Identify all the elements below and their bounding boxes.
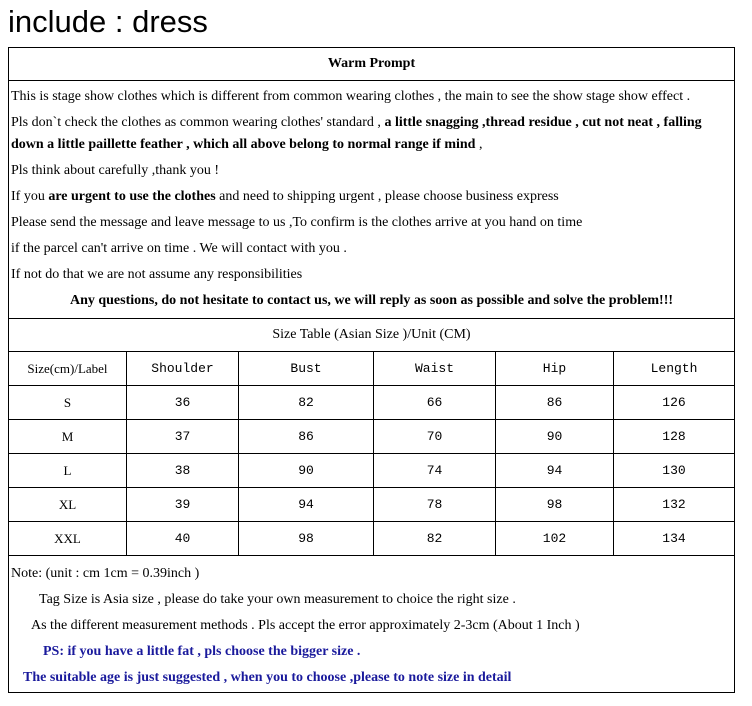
note-measurement-error: As the different measurement methods . Pls accept the error approximately 2-3cm (About 1 Inch ) <box>31 618 580 633</box>
page-heading: include : dress <box>8 4 208 39</box>
table-cell: 86 <box>496 386 614 420</box>
size-table-header-row <box>9 352 734 386</box>
size-label: L <box>9 454 127 488</box>
prompt-line-2-bold: a little snagging ,thread residue , cut not neat , falling <box>384 115 702 130</box>
prompt-line-3-bold: down a little paillette feather , which all above belong to normal range if mind <box>11 137 476 152</box>
prompt-line-5-bold: are urgent to use the clothes <box>48 189 216 204</box>
table-cell: 38 <box>127 454 239 488</box>
prompt-line-3 <box>11 137 482 153</box>
table-cell: 134 <box>614 522 735 556</box>
table-cell: 130 <box>614 454 735 488</box>
table-cell: 39 <box>127 488 239 522</box>
table-cell: 90 <box>496 420 614 454</box>
table-row <box>9 488 734 522</box>
table-cell: 98 <box>239 522 374 556</box>
table-cell: 82 <box>239 386 374 420</box>
table-cell: 70 <box>374 420 496 454</box>
note-unit: Note: (unit : cm 1cm = 0.39inch ) <box>11 566 200 581</box>
header-cell: Bust <box>239 352 374 386</box>
table-cell: 90 <box>239 454 374 488</box>
header-cell: Hip <box>496 352 614 386</box>
header-cell: Length <box>614 352 735 386</box>
prompt-line-4: Pls think about carefully ,thank you ! <box>11 163 220 178</box>
prompt-line-2 <box>11 115 702 131</box>
table-cell: 82 <box>374 522 496 556</box>
table-cell: 86 <box>239 420 374 454</box>
table-row <box>9 522 734 556</box>
table-cell: 66 <box>374 386 496 420</box>
prompt-line-3-plain: , <box>475 137 483 152</box>
table-cell: 98 <box>496 488 614 522</box>
table-row <box>9 420 734 454</box>
note-tag-size: Tag Size is Asia size , please do take your own measurement to choice the right size . <box>39 592 516 607</box>
table-row <box>9 386 734 420</box>
note-ps-bigger-size: PS: if you have a little fat , pls choose the bigger size . <box>43 644 361 659</box>
prompt-line-6: Please send the message and leave message to us ,To confirm is the clothes arrive at you hand on time <box>11 215 583 230</box>
prompt-line-8: If not do that we are not assume any responsibilities <box>11 267 303 282</box>
table-cell: 37 <box>127 420 239 454</box>
prompt-line-5-c: and need to shipping urgent , please choose business express <box>215 189 559 204</box>
header-cell: Shoulder <box>127 352 239 386</box>
header-cell: Waist <box>374 352 496 386</box>
table-cell: 74 <box>374 454 496 488</box>
size-table <box>9 351 734 556</box>
size-label: M <box>9 420 127 454</box>
prompt-line-7: if the parcel can't arrive on time . We will contact with you . <box>11 241 347 256</box>
size-label: XXL <box>9 522 127 556</box>
table-cell: 36 <box>127 386 239 420</box>
prompt-line-5 <box>11 189 559 205</box>
header-cell: Size(cm)/Label <box>9 352 127 386</box>
table-row <box>9 454 734 488</box>
note-suitable-age: The suitable age is just suggested , when you to choose ,please to note size in detail <box>23 670 512 685</box>
table-cell: 40 <box>127 522 239 556</box>
size-table-title: Size Table (Asian Size )/Unit (CM) <box>9 318 734 351</box>
warm-prompt-title: Warm Prompt <box>9 48 734 81</box>
size-label: S <box>9 386 127 420</box>
table-cell: 102 <box>496 522 614 556</box>
size-label: XL <box>9 488 127 522</box>
prompt-line-9: Any questions, do not hesitate to contact us, we will reply as soon as possible and solve the problem!!! <box>69 293 674 308</box>
table-cell: 94 <box>239 488 374 522</box>
prompt-line-2-plain: Pls don`t check the clothes as common wearing clothes' standard , <box>11 115 385 130</box>
prompt-line-1: This is stage show clothes which is different from common wearing clothes , the main to see the show stage show effect . <box>11 89 691 104</box>
table-cell: 126 <box>614 386 735 420</box>
product-info-frame <box>8 47 735 693</box>
notes-section <box>9 555 734 692</box>
table-cell: 128 <box>614 420 735 454</box>
table-cell: 78 <box>374 488 496 522</box>
table-cell: 132 <box>614 488 735 522</box>
prompt-line-5-a: If you <box>11 189 49 204</box>
table-cell: 94 <box>496 454 614 488</box>
